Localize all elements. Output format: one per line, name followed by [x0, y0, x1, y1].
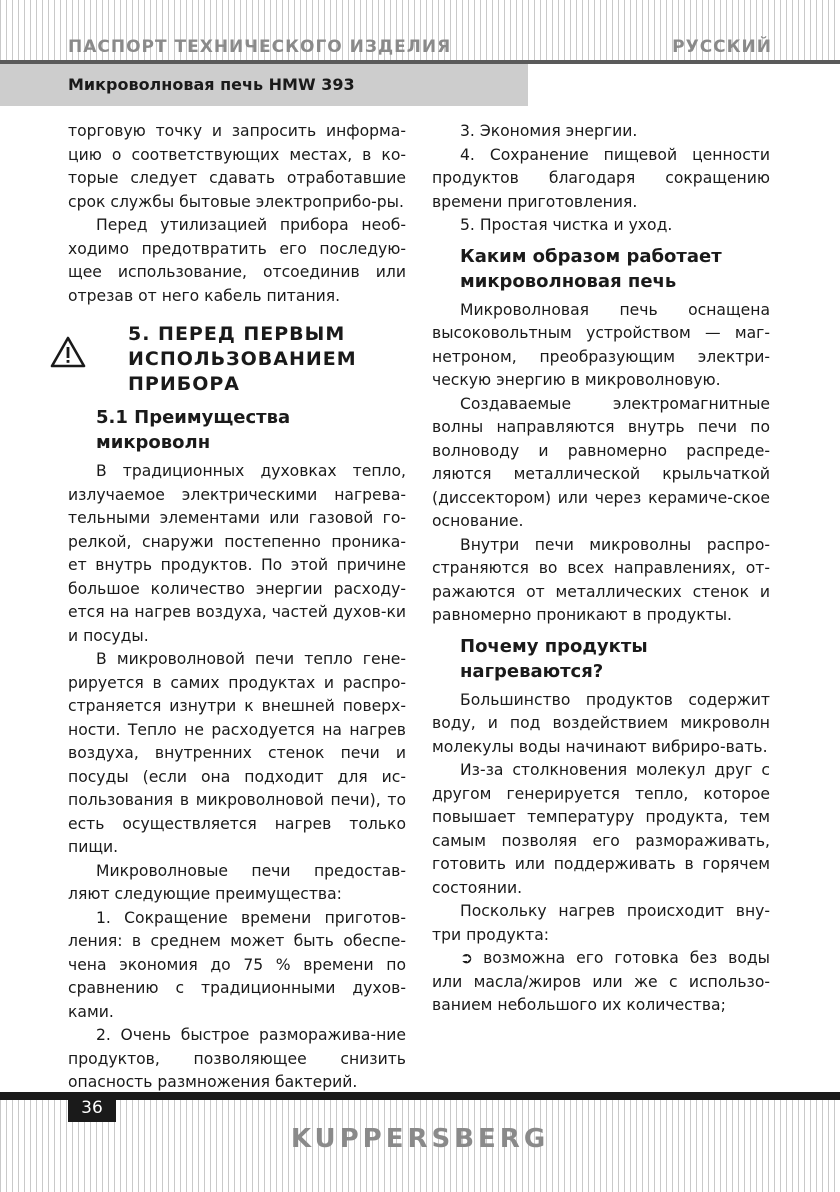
document-title: ПАСПОРТ ТЕХНИЧЕСКОГО ИЗДЕЛИЯ	[68, 37, 452, 57]
paragraph: торговую точку и запросить информа-цию о соответствующих местах, в ко-торые следует сдавать отработавшие срок службы бытовые электроприбо-ры.	[68, 122, 406, 211]
list-item: 3. Экономия энергии.	[460, 122, 638, 140]
list-item: 5. Простая чистка и уход.	[460, 216, 673, 234]
paragraph: В микроволновой печи тепло гене-рируется в самих продуктах и распро-страняется изнутри к внешней поверх-ности. Тепло не расходуется на нагрев воздуха, внутренних стенок печи и посуды (если она подходит для ис-пользования в микроволновой печи), то есть осуществляется нагрев только пищи.	[68, 650, 406, 856]
section-heading-block	[68, 322, 406, 397]
brand-logo: KUPPERSBERG	[290, 1124, 550, 1154]
list-item: 2. Очень быстрое разморажива-ние продуктов, позволяющее снизить опасность размножения бактерий.	[68, 1026, 406, 1091]
heading-why-heating: Почему продукты нагреваются?	[460, 635, 648, 682]
paragraph: Из-за столкновения молекул друг с другом генерируется тепло, которое повышает температуру продукта, тем самым позволяя его размораживать, готовить или поддерживать в горячем состоянии.	[432, 761, 770, 897]
page-number: 36	[68, 1094, 116, 1122]
language-label: РУССКИЙ	[672, 37, 772, 57]
left-column	[68, 120, 406, 1095]
warning-triangle-icon	[50, 336, 86, 368]
section-title: 5. ПЕРЕД ПЕРВЫМ ИСПОЛЬЗОВАНИЕМ ПРИБОРА	[128, 323, 357, 395]
arrow-bullet-icon: ➲	[460, 949, 474, 967]
paragraph: Микроволновая печь оснащена высоковольтным устройством — маг-нетроном, преобразующим электри-ческую энергию в микроволновую.	[432, 300, 770, 389]
paragraph: Перед утилизацией прибора необ-ходимо предотвратить его последую-щее использование, отсоединив или отрезав от него кабель питания.	[68, 216, 406, 305]
right-column	[432, 120, 770, 1018]
paragraph: Внутри печи микроволны распро-страняются во всех направлениях, от-ражаются от металлических стенок и равномерно проникают в продукты.	[432, 535, 770, 624]
subsection-title: 5.1 Преимущества микроволн	[96, 407, 291, 453]
paragraph: Микроволновые печи предостав-ляют следующие преимущества:	[68, 861, 406, 903]
paragraph: В традиционных духовках тепло, излучаемое электрическими нагрева-тельными элементами или газовой го-релкой, снаружи постепенно проника-ет внутрь продуктов. По этой причине большое количество энергии расходу-ется на нагрев воздуха, частей духов-ки и посуды.	[68, 462, 406, 645]
heading-how-it-works: Каким образом работает микроволновая печь	[460, 245, 722, 292]
model-title: Микроволновая печь HMW 393	[68, 75, 355, 94]
list-item: 1. Сокращение времени приготов-ления: в среднем может быть обеспе-чена экономия до 75 % времени по сравнению с традиционными духов-ками.	[68, 908, 406, 1021]
paragraph: Поскольку нагрев происходит вну-три продукта:	[432, 902, 770, 944]
bullet-item	[432, 947, 770, 1018]
footer-divider	[0, 1092, 840, 1100]
model-bar	[0, 64, 528, 106]
list-item: 4. Сохранение пищевой ценности продуктов благодаря сокращению времени приготовления.	[432, 145, 770, 211]
paragraph: Большинство продуктов содержит воду, и под воздействием микроволн молекулы воды начинают вибриро-вать.	[432, 690, 770, 756]
bullet-text: возможна его готовка без воды или масла/жиров или же с использо-ванием небольшого их количества;	[432, 949, 770, 1014]
paragraph: Создаваемые электромагнитные волны направляются внутрь печи по волноводу и равномерно распреде-ляются металлической крыльчаткой (диссектором) или через керамиче-ское основание.	[432, 394, 770, 530]
